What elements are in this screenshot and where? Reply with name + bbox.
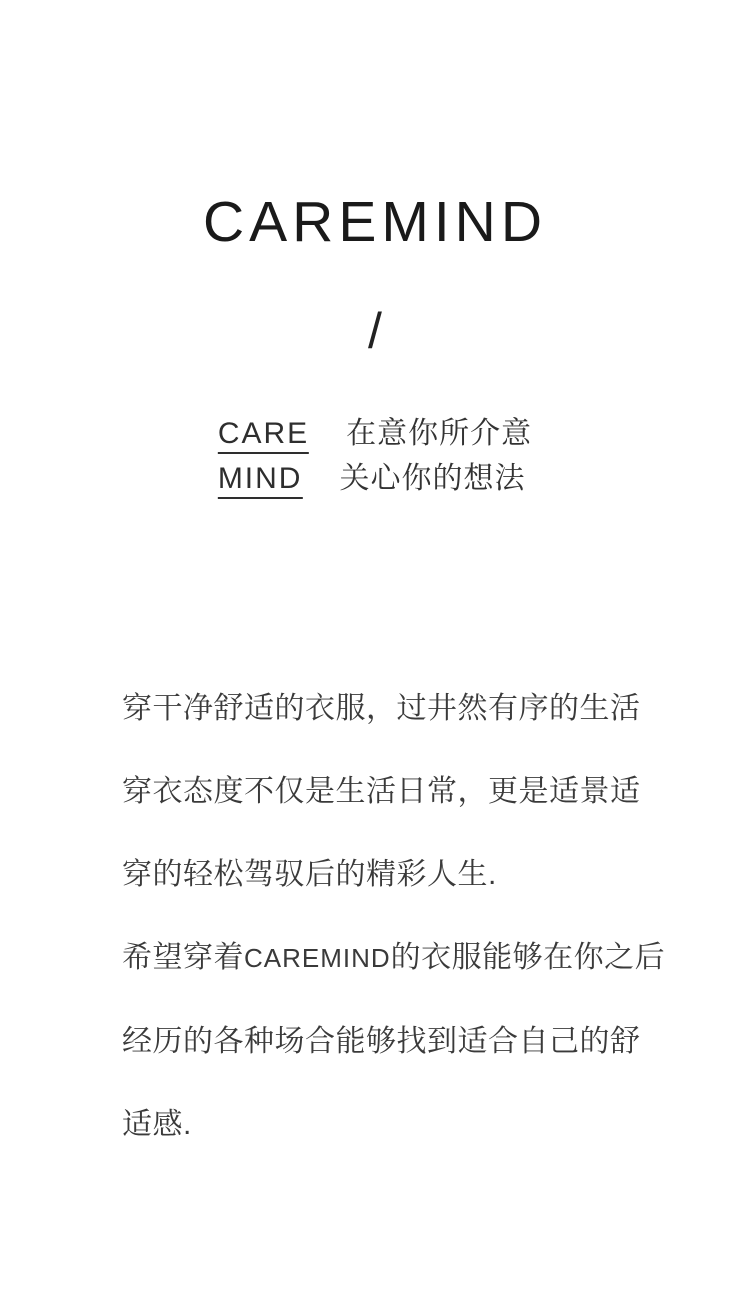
- intro-line-3: 穿的轻松驾驭后的精彩人生.: [122, 858, 497, 891]
- intro-line-4-suffix: 的衣服能够在你之后: [390, 941, 666, 974]
- definition-word-care: CARE: [218, 417, 309, 454]
- intro-line-1: 穿干净舒适的衣服，过井然有序的生活: [122, 692, 641, 725]
- intro-line-2: 穿衣态度不仅是生活日常，更是适景适: [122, 775, 641, 808]
- brand-definitions: [218, 416, 532, 506]
- brand-logo: CAREMIND: [202, 190, 547, 254]
- inline-brand-name: CAREMIND: [244, 943, 391, 973]
- definition-meaning-mind: 关心你的想法: [339, 462, 526, 495]
- brand-intro-copy: [122, 667, 682, 1166]
- intro-line-6: 适感.: [122, 1108, 192, 1141]
- definition-row-care: [218, 416, 532, 454]
- intro-line-5: 经历的各种场合能够找到适合自己的舒: [122, 1025, 641, 1058]
- intro-line-4-prefix: 希望穿着: [122, 941, 244, 974]
- definition-word-mind: MIND: [218, 462, 303, 499]
- definition-meaning-care: 在意你所介意: [346, 417, 533, 450]
- intro-line-4: [122, 916, 682, 1000]
- slash-divider: /: [368, 303, 382, 359]
- definition-row-mind: [218, 461, 532, 499]
